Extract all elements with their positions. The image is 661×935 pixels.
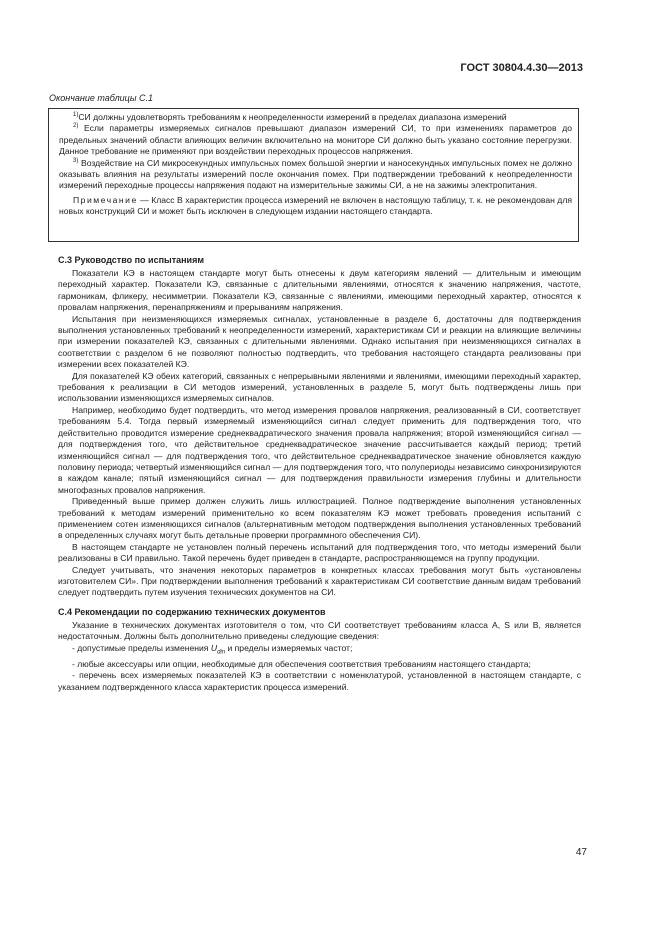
variable-u: U (210, 642, 218, 653)
note-text: — Класс В характеристик процесса измерений не включен в настоящую таблицу, т. к. не рекомендован для новых конструкций СИ и может быть исключен в следующем издании настоящего стандарта. (59, 194, 572, 217)
variable-subscript: din (217, 649, 226, 656)
footnote-3-mark: 3) (73, 157, 79, 164)
footnote-2-mark: 2) (73, 123, 79, 130)
paragraph: Показатели КЭ в настоящем стандарте могут быть отнесены к двум категориям явлений — длительным и имеющим переходный характер. Показатели КЭ, связанные с длительными явлениями, относятся к значению напряжения, частоте, гармоникам, фликеру, несимметрии. Показатели КЭ, связанные с явлениями, имеющими переходный характер, относятся к провалам напряжения, перенапряжениям и прерываниям напряжения. (58, 268, 581, 313)
table-continuation-caption: Окончание таблицы С.1 (49, 93, 153, 103)
footnote-3-text: Воздействие на СИ микросекундных импульсных помех большой энергии и наносекундных импульсных помех не должно оказывать влияния на результаты измерений после окончания помех. При подтверждении требований к неопределенности измерений переходные процессы напряжения подают на измерительные зажимы СИ, а не на зажимы электропитания. (59, 157, 573, 191)
paragraph: Приведенный выше пример должен служить лишь иллюстрацией. Полное подтверждение выполнения установленных требований к методам измерений применительно ко всем показателям КЭ может требовать проведения испытаний с применением сотен изменяющихся сигналов (альтернативным методом подтверждения выполнения установленных требований в определенных случаях могут быть детальные проверки программного обеспечения СИ). (58, 496, 581, 541)
paragraph: Указание в технических документах изготовителя о том, что СИ соответствует требованиям класса А, S или В, является недостаточным. Должны быть дополнительно приведены следующие сведения: (58, 619, 581, 642)
footnote-2-text: Если параметры измеряемых сигналов превышают диапазон измерений СИ, то при изменениях параметров до предельных значений области влияющих величин включительно на мониторе СИ должно быть указано состояние перегрузки. Данное требование не применяют при воздействии переходных процессов напряжения. (59, 123, 572, 157)
footnote-3 (59, 158, 572, 192)
footnote-1 (59, 112, 572, 123)
section-c3-title: С.3 Руководство по испытаниям (58, 255, 204, 265)
list-item: - перечень всех измеряемых показателей КЭ в соответствии с номенклатурой, установленной в настоящем стандарте, с указанием подтвержденного класса характеристик процесса измерений. (58, 670, 581, 692)
table-note (59, 195, 572, 218)
paragraph: Например, необходимо будет подтвердить, что метод измерения провалов напряжения, реализованный в СИ, соответствует требованиям 5.4. Тогда первый измеряемый изменяющийся сигнал следует применить для подтверждения того, что действительно проводится измерение среднеквадратического значения провала напряжения; второй изменяющийся сигнал — для подтверждения того, что действительное среднеквадратическое значение рассчитывается каждый период; третий изменяющийся сигнал — для подтверждения того, что действительное среднеквадратическое значение обновляется каждую половину периода; четвертый изменяющийся сигнал — для подтверждения того, что полупериоды независимо синхронизируются в каждом канале; пятый изменяющийся сигнал — для подтверждения правильности измерения глубины и длительности многофазных провалов напряжения. (58, 404, 581, 495)
list-item: - любые аксессуары или опции, необходимые для обеспечения соответствия требованиям настоящего стандарта; (72, 658, 531, 669)
document-header: ГОСТ 30804.4.30—2013 (460, 62, 583, 74)
section-c4-title: С.4 Рекомендации по содержанию технических документов (58, 606, 326, 617)
list-item-text: - допустимые пределы изменения (72, 642, 211, 653)
paragraph: Для показателей КЭ обеих категорий, связанных с непрерывными явлениями и явлениями, имеющими переходный характер, требования к реализации в СИ методов измерений, установленных в разделе 5, могут быть подтверждены лишь при использовании изменяющихся измеряемых сигналов. (58, 370, 581, 404)
table-notes-box (48, 108, 579, 242)
table-notes (49, 109, 578, 241)
footnote-1-mark: 1) (73, 112, 79, 119)
paragraph: В настоящем стандарте не установлен полный перечень испытаний для подтверждения того, что методы измерений были реализованы в СИ правильно. Такой перечень будет приведен в стандарте, распространяющемся на группу продукции. (58, 541, 581, 564)
paragraph: Испытания при неизменяющихся измеряемых сигналах, установленные в разделе 6, достаточны для подтверждения выполнения установленных требований к неопределенности измерений, характеристикам СИ и реакции на влияющие величины при измерении показателей КЭ, связанных с длительными явлениями. Однако испытания при неизменяющихся сигналах в соответствии с разделом 6 не позволяют полностью подтвердить, что требования настоящего стандарта реализованы при измерении всех показателей КЭ. (58, 313, 581, 370)
main-content (58, 254, 581, 693)
list-item (58, 643, 581, 659)
page-number: 47 (575, 847, 587, 858)
footnote-1-text: СИ должны удовлетворять требованиям к неопределенности измерений в пределах диапазона измерений (78, 112, 507, 122)
list-item-text: и пределы измеряемых частот; (225, 642, 353, 653)
note-label: Примечание (73, 194, 138, 205)
paragraph: Следует учитывать, что значения некоторых параметров в конкретных классах требования могут быть «установлены изготовителем СИ». При подтверждении выполнения требований к характеристикам СИ соответствие данным видам требований следует подтвердить путем изучения технических документов на СИ. (58, 564, 581, 598)
footnote-2 (59, 123, 572, 157)
